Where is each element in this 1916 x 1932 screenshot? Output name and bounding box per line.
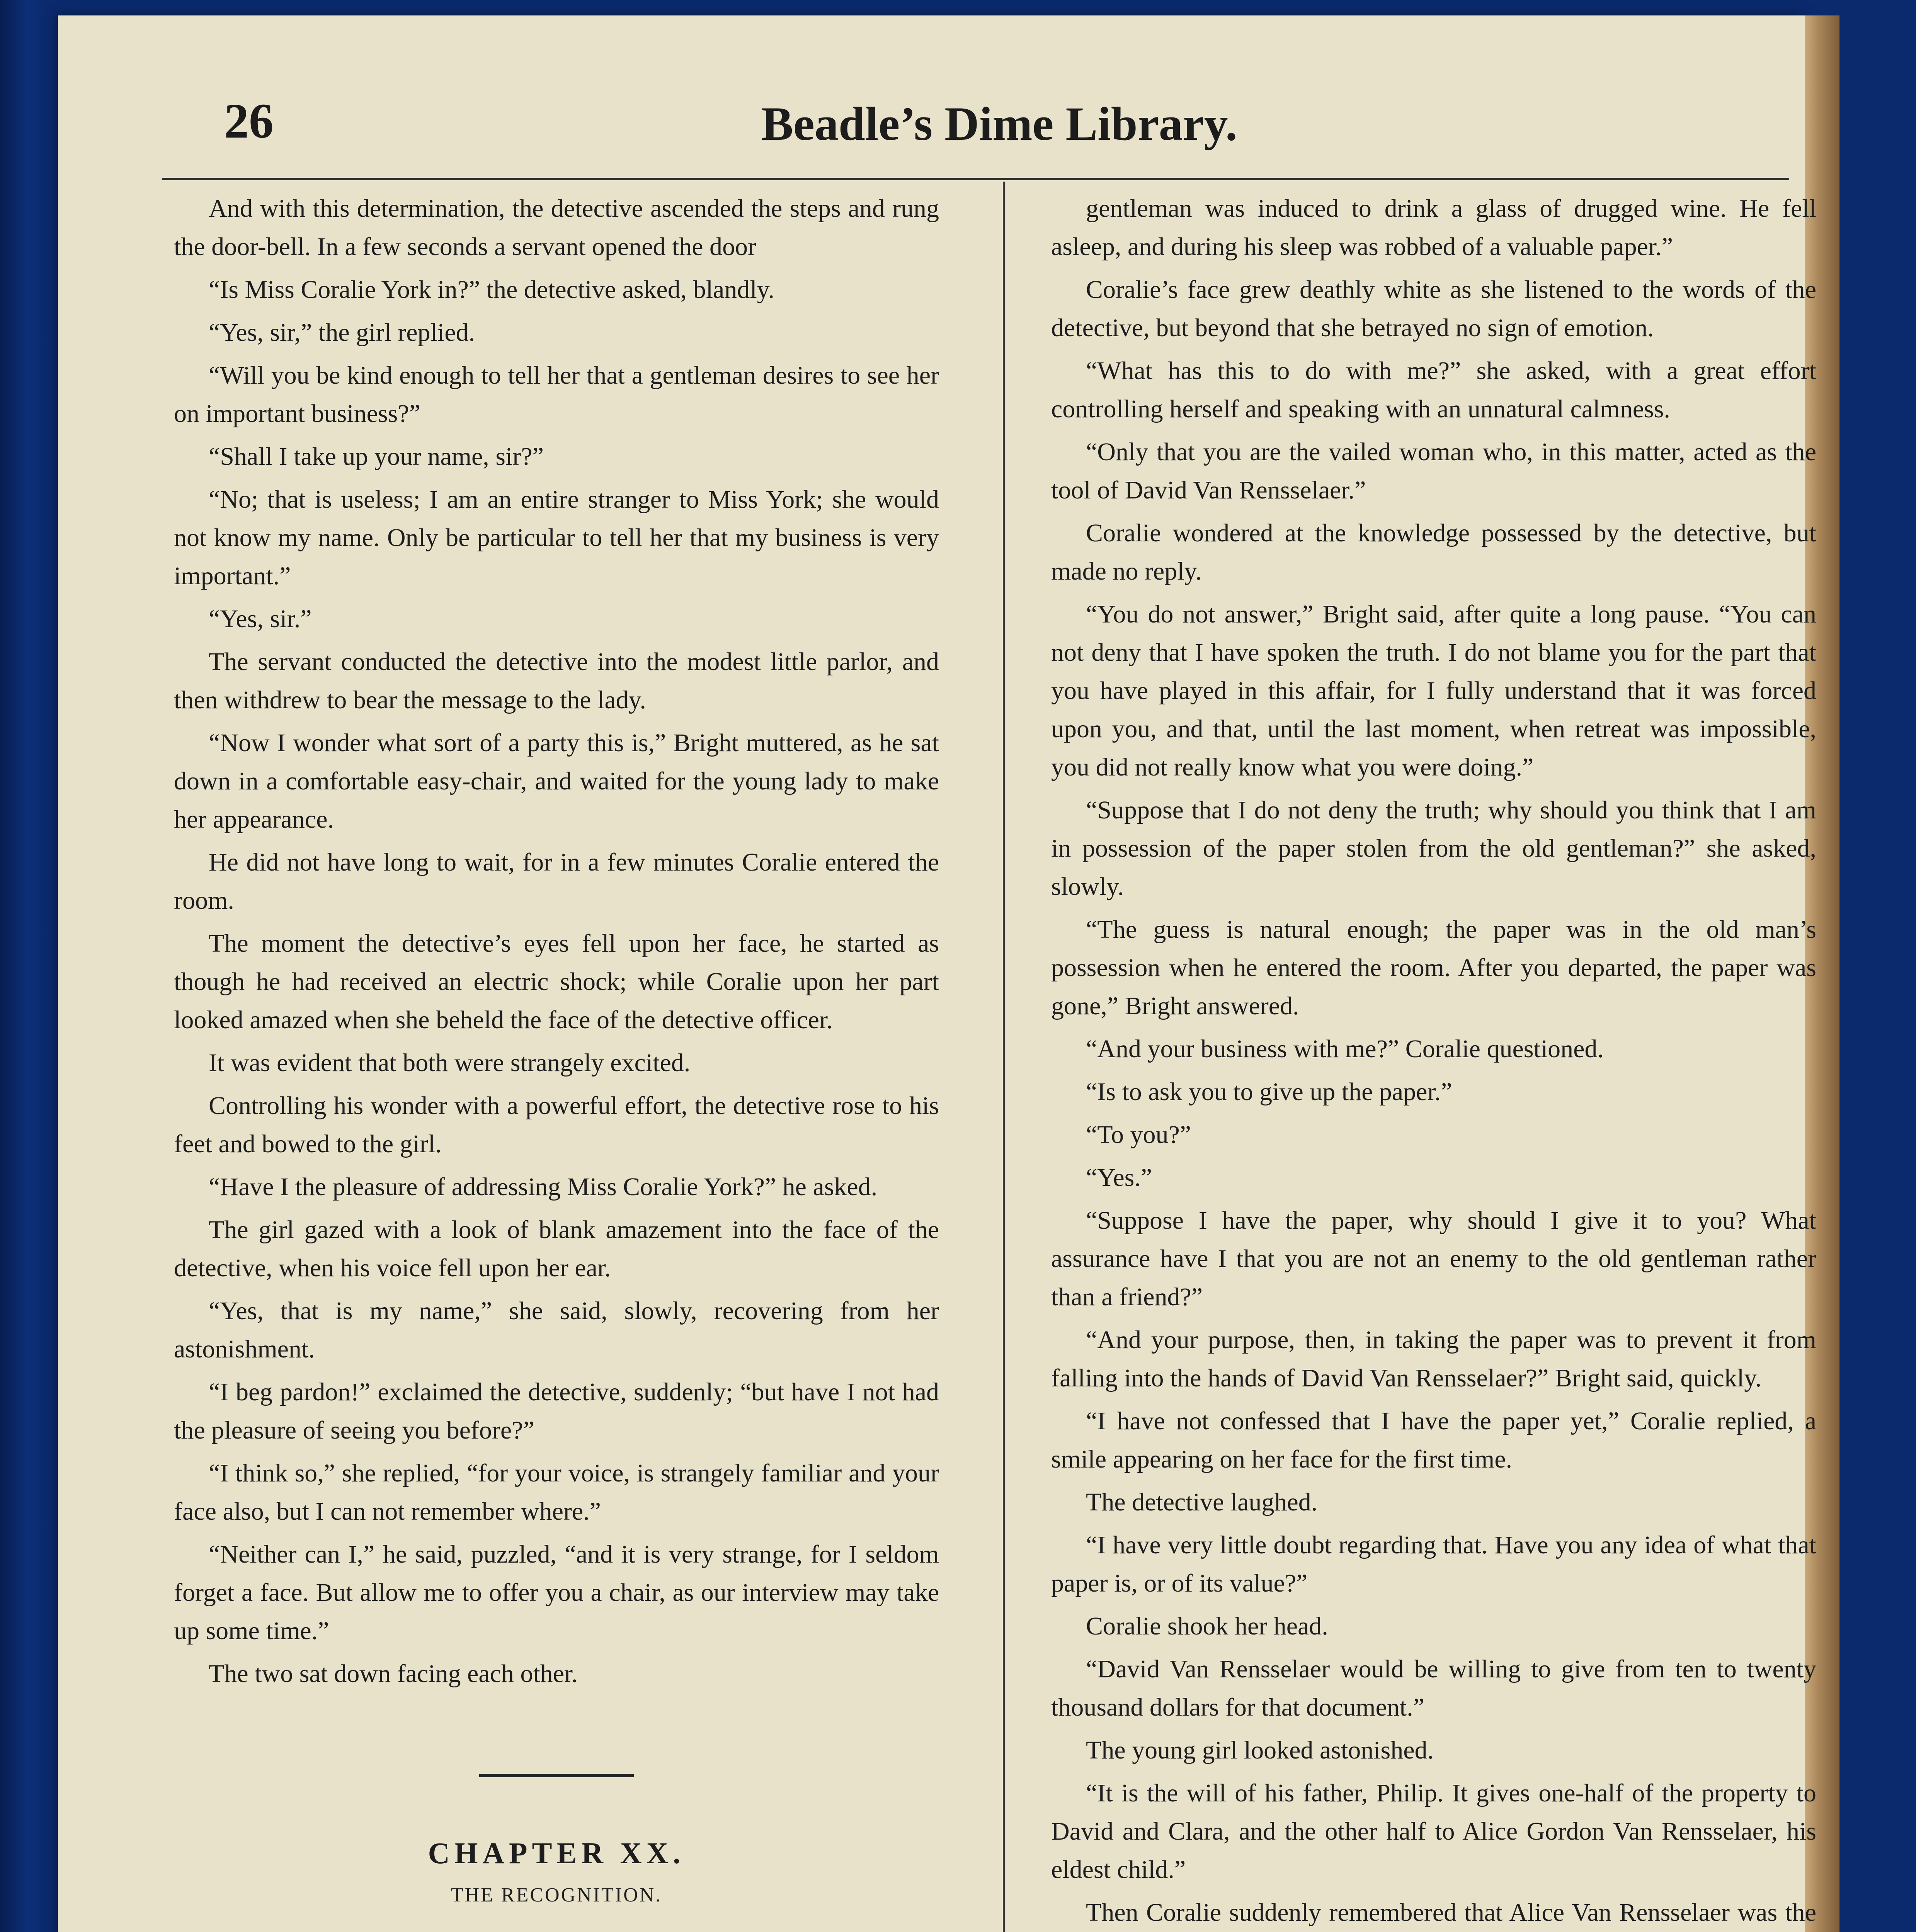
paragraph: “Only that you are the vailed woman who, in this matter, acted as the tool of David Van Rensselaer.” bbox=[1051, 438, 1816, 504]
paragraph: “To you?” bbox=[1086, 1121, 1191, 1149]
paragraph: “Suppose that I do not deny the truth; why should you think that I am in possession of the paper stolen from the old gentleman?” she asked, slowly. bbox=[1051, 796, 1816, 901]
running-title: Beadle’s Dime Library. bbox=[761, 97, 1237, 150]
paragraph: Coralie shook her head. bbox=[1086, 1612, 1328, 1640]
paragraph: He did not have long to wait, for in a few minutes Coralie entered the room. bbox=[174, 848, 939, 915]
paragraph: It was evident that both were strangely excited. bbox=[209, 1049, 691, 1077]
right-column-text bbox=[1051, 189, 1816, 1932]
paragraph: The detective laughed. bbox=[1086, 1488, 1318, 1516]
paragraph: “The guess is natural enough; the paper was in the old man’s possession when he entered the room. After you departed, the paper was gone,” Bright answered. bbox=[1051, 915, 1816, 1020]
paragraph: And with this determination, the detective ascended the steps and rung the door-bell. In a few seconds a servant opened the door bbox=[174, 194, 939, 261]
paragraph: “Neither can I,” he said, puzzled, “and it is very strange, for I seldom forget a face. But allow me to offer you a chair, as our interview may take up some time.” bbox=[174, 1540, 939, 1645]
paragraph: “David Van Rensselaer would be willing to give from ten to twenty thousand dollars for that document.” bbox=[1051, 1655, 1816, 1721]
paragraph: “Suppose I have the paper, why should I give it to you? What assurance have I that you are not an enemy to the old gentleman rather than a friend?” bbox=[1051, 1206, 1816, 1311]
paragraph: The young girl looked astonished. bbox=[1086, 1736, 1434, 1764]
paragraph: “It is the will of his father, Philip. It gives one-half of the property to David and Clara, and the other half to Alice Gordon Van Rensselaer, his eldest child.” bbox=[1051, 1779, 1816, 1884]
paragraph: “And your purpose, then, in taking the paper was to prevent it from falling into the hands of David Van Rensselaer?” Bright said, quickly. bbox=[1051, 1326, 1816, 1392]
paragraph: “I beg pardon!” exclaimed the detective, suddenly; “but have I not had the pleasure of seeing you before?” bbox=[174, 1378, 939, 1444]
paragraph: “Is to ask you to give up the paper.” bbox=[1086, 1078, 1452, 1106]
paragraph: “Now I wonder what sort of a party this is,” Bright muttered, as he sat down in a comfortable easy-chair, and waited for the young lady to make her appearance. bbox=[174, 729, 939, 833]
paragraph: The moment the detective’s eyes fell upon her face, he started as though he had received an electric shock; while Coralie upon her part looked amazed when she beheld the face of the detective officer. bbox=[174, 929, 939, 1034]
chapter-rule bbox=[479, 1774, 634, 1777]
chapter-title: CHAPTER XX. bbox=[428, 1836, 685, 1870]
column-divider bbox=[1003, 182, 1005, 1932]
paragraph: “No; that is useless; I am an entire stranger to Miss York; she would not know my name. Only be particular to tell her that my business is very important.” bbox=[174, 485, 939, 590]
paragraph: The two sat down facing each other. bbox=[209, 1660, 578, 1688]
book-binding bbox=[0, 0, 46, 1932]
left-column bbox=[174, 189, 939, 1932]
paragraph: “What has this to do with me?” she asked, with a great effort controlling herself and speaking with an unnatural calmness. bbox=[1051, 357, 1816, 423]
right-column bbox=[1051, 189, 1816, 1932]
chapter-break bbox=[174, 1774, 939, 1910]
paragraph: “Yes, sir,” the girl replied. bbox=[209, 318, 475, 347]
paragraph: The girl gazed with a look of blank amazement into the face of the detective, when his voice fell upon her ear. bbox=[174, 1216, 939, 1282]
paragraph: “I think so,” she replied, “for your voice, is strangely familiar and your face also, but I can not remember where.” bbox=[174, 1459, 939, 1526]
paragraph: Then Coralie suddenly remembered that Alice Van Rensselaer was the bbox=[1086, 1898, 1816, 1927]
left-column-text-before-chapter bbox=[174, 189, 939, 1693]
paragraph: “I have not confessed that I have the paper yet,” Coralie replied, a smile appearing on her face for the first time. bbox=[1051, 1407, 1816, 1473]
paragraph: “Yes, that is my name,” she said, slowly, recovering from her astonishment. bbox=[174, 1297, 939, 1363]
paragraph: “Have I the pleasure of addressing Miss Coralie York?” he asked. bbox=[209, 1173, 878, 1201]
page-number: 26 bbox=[224, 94, 274, 148]
paragraph: The servant conducted the detective into the modest little parlor, and then withdrew to bear the message to the lady. bbox=[174, 648, 939, 714]
header-rule bbox=[162, 178, 1789, 180]
paragraph: “Yes.” bbox=[1086, 1163, 1152, 1192]
paragraph: “Is Miss Coralie York in?” the detective asked, blandly. bbox=[209, 276, 774, 304]
chapter-subtitle: THE RECOGNITION. bbox=[451, 1884, 662, 1906]
paragraph: “Shall I take up your name, sir?” bbox=[209, 442, 544, 471]
paragraph: “You do not answer,” Bright said, after quite a long pause. “You can not deny that I have spoken the truth. I do not blame you for the part that you have played in this affair, for I fully understand that it was forced upon you, and that, until the last moment, when retreat was impossible, you did not really know what you were doing.” bbox=[1051, 600, 1816, 781]
paragraph: Controlling his wonder with a powerful effort, the detective rose to his feet and bowed to the girl. bbox=[174, 1092, 939, 1158]
page-header bbox=[162, 85, 1766, 162]
paragraph: “And your business with me?” Coralie questioned. bbox=[1086, 1035, 1604, 1063]
paragraph: Coralie wondered at the knowledge possessed by the detective, but made no reply. bbox=[1051, 519, 1816, 585]
paragraph: gentleman was induced to drink a glass of drugged wine. He fell asleep, and during his sleep was robbed of a valuable paper.” bbox=[1051, 194, 1816, 261]
paragraph: “Yes, sir.” bbox=[209, 605, 312, 633]
paragraph: “I have very little doubt regarding that. Have you any idea of what that paper is, or of its value?” bbox=[1051, 1531, 1816, 1597]
paragraph: “Will you be kind enough to tell her that a gentleman desires to see her on important business?” bbox=[174, 361, 939, 428]
paragraph: Coralie’s face grew deathly white as she listened to the words of the detective, but beyond that she betrayed no sign of emotion. bbox=[1051, 276, 1816, 342]
